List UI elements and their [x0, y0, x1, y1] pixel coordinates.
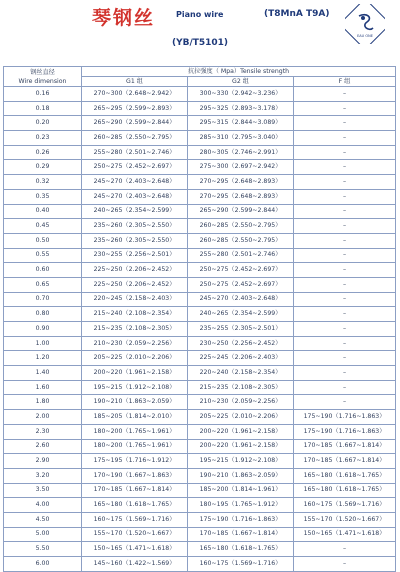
f-strength-cell: 170~185（1.667~1.814） — [294, 454, 396, 469]
g2-strength-cell: 275~300（2.697~2.942） — [188, 160, 294, 175]
table-row — [4, 439, 396, 454]
f-strength-cell: – — [294, 233, 396, 248]
wire-dimension-cell: 0.23 — [4, 131, 82, 146]
table-row — [4, 219, 396, 234]
f-strength-cell: – — [294, 175, 396, 190]
dimension-header-en: Wire dimension — [18, 77, 67, 85]
g1-strength-cell: 205~225（2.010~2.206） — [82, 351, 188, 366]
f-strength-cell: – — [294, 131, 396, 146]
wire-dimension-cell: 1.00 — [4, 336, 82, 351]
table-row — [4, 557, 396, 572]
wire-dimension-cell: 0.40 — [4, 204, 82, 219]
table-header — [4, 67, 396, 87]
wire-dimension-cell: 4.50 — [4, 512, 82, 527]
f-strength-cell: 165~180（1.618~1.765） — [294, 468, 396, 483]
wire-dimension-cell: 0.35 — [4, 189, 82, 204]
g2-strength-cell: 250~275（2.452~2.697） — [188, 277, 294, 292]
f-strength-cell: 175~190（1.716~1.863） — [294, 424, 396, 439]
g2-strength-cell: 295~315（2.844~3.089） — [188, 116, 294, 131]
table-row — [4, 263, 396, 278]
g2-strength-cell: 220~240（2.158~2.354） — [188, 366, 294, 381]
table-row — [4, 366, 396, 381]
g1-strength-cell: 245~270（2.403~2.648） — [82, 189, 188, 204]
g1-strength-cell: 175~195（1.716~1.912） — [82, 454, 188, 469]
wire-dimension-cell: 2.60 — [4, 439, 82, 454]
g2-strength-cell: 200~220（1.961~2.158） — [188, 439, 294, 454]
g2-strength-cell: 265~290（2.599~2.844） — [188, 204, 294, 219]
f-strength-cell: – — [294, 292, 396, 307]
f-strength-cell: – — [294, 263, 396, 278]
g1-strength-cell: 150~165（1.471~1.618） — [82, 542, 188, 557]
g1-strength-cell: 155~170（1.520~1.667） — [82, 527, 188, 542]
g1-strength-cell: 210~230（2.059~2.256） — [82, 336, 188, 351]
title-chinese: 琴钢丝 — [92, 7, 156, 29]
g2-strength-cell: 260~285（2.550~2.795） — [188, 233, 294, 248]
table-row — [4, 175, 396, 190]
table-row — [4, 116, 396, 131]
g1-strength-cell: 270~300（2.648~2.942） — [82, 87, 188, 102]
g2-strength-cell: 300~330（2.942~3.236） — [188, 87, 294, 102]
wire-dimension-cell: 0.29 — [4, 160, 82, 175]
g1-strength-cell: 190~210（1.863~2.059） — [82, 395, 188, 410]
table-row — [4, 131, 396, 146]
wire-dimension-cell: 1.20 — [4, 351, 82, 366]
wire-dimension-cell: 5.50 — [4, 542, 82, 557]
f-strength-cell: – — [294, 189, 396, 204]
g1-strength-cell: 235~260（2.305~2.550） — [82, 233, 188, 248]
title-english: Piano wire — [176, 10, 224, 19]
wire-dimension-cell: 0.55 — [4, 248, 82, 263]
table-row — [4, 410, 396, 425]
g2-strength-cell: 160~175（1.569~1.716） — [188, 557, 294, 572]
wire-dimension-cell: 0.50 — [4, 233, 82, 248]
g1-strength-cell: 185~205（1.814~2.010） — [82, 410, 188, 425]
wire-dimension-cell: 0.45 — [4, 219, 82, 234]
group-header-g2: G2 组 — [188, 77, 294, 87]
f-strength-cell: 175~190（1.716~1.863） — [294, 410, 396, 425]
g2-strength-cell: 180~195（1.765~1.912） — [188, 498, 294, 513]
wire-dimension-cell: 4.00 — [4, 498, 82, 513]
wire-dimension-cell: 0.65 — [4, 277, 82, 292]
wire-dimension-cell: 6.00 — [4, 557, 82, 572]
g1-strength-cell: 225~250（2.206~2.452） — [82, 263, 188, 278]
table-row — [4, 307, 396, 322]
table-row — [4, 101, 396, 116]
g2-strength-cell: 295~325（2.893~3.178） — [188, 101, 294, 116]
f-strength-cell: 160~175（1.569~1.716） — [294, 498, 396, 513]
g1-strength-cell: 225~250（2.206~2.452） — [82, 277, 188, 292]
g1-strength-cell: 265~295（2.599~2.893） — [82, 101, 188, 116]
standard-code: (YB/T5101) — [171, 38, 229, 48]
wire-dimension-cell: 0.80 — [4, 307, 82, 322]
dimension-header — [4, 67, 82, 87]
g1-strength-cell: 170~185（1.667~1.814） — [82, 483, 188, 498]
g1-strength-cell: 195~215（1.912~2.108） — [82, 380, 188, 395]
f-strength-cell: – — [294, 219, 396, 234]
g2-strength-cell: 215~235（2.108~2.305） — [188, 380, 294, 395]
f-strength-cell: – — [294, 557, 396, 572]
table-row — [4, 542, 396, 557]
f-strength-cell: – — [294, 366, 396, 381]
g1-strength-cell: 145~160（1.422~1.569） — [82, 557, 188, 572]
wire-dimension-cell: 1.40 — [4, 366, 82, 381]
f-strength-cell: – — [294, 204, 396, 219]
table-row — [4, 483, 396, 498]
g2-strength-cell: 250~275（2.452~2.697） — [188, 263, 294, 278]
g2-strength-cell: 185~200（1.814~1.961） — [188, 483, 294, 498]
tensile-strength-header: 抗拉强度（ Mpa）Tensile strength — [82, 67, 396, 77]
g1-strength-cell: 165~180（1.618~1.765） — [82, 498, 188, 513]
g2-strength-cell: 245~270（2.403~2.648） — [188, 292, 294, 307]
table-row — [4, 204, 396, 219]
wire-dimension-cell: 3.20 — [4, 468, 82, 483]
g2-strength-cell: 225~245（2.206~2.403） — [188, 351, 294, 366]
wire-dimension-cell: 1.80 — [4, 395, 82, 410]
wire-dimension-cell: 0.60 — [4, 263, 82, 278]
table-row — [4, 498, 396, 513]
f-strength-cell: 150~165（1.471~1.618） — [294, 527, 396, 542]
table-row — [4, 512, 396, 527]
g1-strength-cell: 255~280（2.501~2.746） — [82, 145, 188, 160]
wire-dimension-cell: 0.26 — [4, 145, 82, 160]
g2-strength-cell: 170~185（1.667~1.814） — [188, 527, 294, 542]
wire-dimension-cell: 0.16 — [4, 87, 82, 102]
table-row — [4, 351, 396, 366]
wire-dimension-cell: 2.90 — [4, 454, 82, 469]
table-row — [4, 380, 396, 395]
g1-strength-cell: 245~270（2.403~2.648） — [82, 175, 188, 190]
wire-dimension-cell: 1.60 — [4, 380, 82, 395]
g1-strength-cell: 180~200（1.765~1.961） — [82, 439, 188, 454]
table-body — [4, 87, 396, 572]
g1-strength-cell: 170~190（1.667~1.863） — [82, 468, 188, 483]
f-strength-cell: – — [294, 101, 396, 116]
f-strength-cell: – — [294, 116, 396, 131]
g1-strength-cell: 230~255（2.256~2.501） — [82, 248, 188, 263]
table-row — [4, 454, 396, 469]
wire-dimension-cell: 2.30 — [4, 424, 82, 439]
g1-strength-cell: 160~175（1.569~1.716） — [82, 512, 188, 527]
g1-strength-cell: 250~275（2.452~2.697） — [82, 160, 188, 175]
table-row — [4, 322, 396, 337]
f-strength-cell: – — [294, 542, 396, 557]
f-strength-cell: – — [294, 248, 396, 263]
f-strength-cell: – — [294, 351, 396, 366]
g1-strength-cell: 215~235（2.108~2.305） — [82, 322, 188, 337]
dimension-header-cn: 钢丝直径 — [30, 68, 55, 76]
wire-dimension-cell: 2.00 — [4, 410, 82, 425]
f-strength-cell: 155~170（1.520~1.667） — [294, 512, 396, 527]
wire-dimension-cell: 0.20 — [4, 116, 82, 131]
g2-strength-cell: 230~250（2.256~2.452） — [188, 336, 294, 351]
g2-strength-cell: 205~225（2.010~2.206） — [188, 410, 294, 425]
f-strength-cell: – — [294, 395, 396, 410]
g2-strength-cell: 270~295（2.648~2.893） — [188, 175, 294, 190]
g2-strength-cell: 260~285（2.550~2.795） — [188, 219, 294, 234]
wire-dimension-cell: 0.32 — [4, 175, 82, 190]
g2-strength-cell: 280~305（2.746~2.991） — [188, 145, 294, 160]
g2-strength-cell: 165~180（1.618~1.765） — [188, 542, 294, 557]
g1-strength-cell: 220~245（2.158~2.403） — [82, 292, 188, 307]
wire-dimension-cell: 0.90 — [4, 322, 82, 337]
table-row — [4, 248, 396, 263]
g1-strength-cell: 200~220（1.961~2.158） — [82, 366, 188, 381]
table-row — [4, 468, 396, 483]
f-strength-cell: 165~180（1.618~1.765） — [294, 483, 396, 498]
g1-strength-cell: 215~240（2.108~2.354） — [82, 307, 188, 322]
g1-strength-cell: 235~260（2.305~2.550） — [82, 219, 188, 234]
wire-dimension-cell: 5.00 — [4, 527, 82, 542]
g2-strength-cell: 175~190（1.716~1.863） — [188, 512, 294, 527]
g2-strength-cell: 255~280（2.501~2.746） — [188, 248, 294, 263]
g2-strength-cell: 285~310（2.795~3.040） — [188, 131, 294, 146]
f-strength-cell: – — [294, 160, 396, 175]
tensile-strength-table — [3, 66, 396, 572]
table-row — [4, 160, 396, 175]
f-strength-cell: – — [294, 145, 396, 160]
table-row — [4, 424, 396, 439]
title-row — [0, 0, 400, 32]
f-strength-cell: – — [294, 322, 396, 337]
f-strength-cell: 170~185（1.667~1.814） — [294, 439, 396, 454]
g2-strength-cell: 200~220（1.961~2.158） — [188, 424, 294, 439]
f-strength-cell: – — [294, 336, 396, 351]
g1-strength-cell: 265~290（2.599~2.844） — [82, 116, 188, 131]
g2-strength-cell: 210~230（2.059~2.256） — [188, 395, 294, 410]
group-header-g1: G1 组 — [82, 77, 188, 87]
wire-dimension-cell: 3.50 — [4, 483, 82, 498]
wire-dimension-cell: 0.70 — [4, 292, 82, 307]
table-row — [4, 292, 396, 307]
g1-strength-cell: 240~265（2.354~2.599） — [82, 204, 188, 219]
f-strength-cell: – — [294, 87, 396, 102]
g2-strength-cell: 190~210（1.863~2.059） — [188, 468, 294, 483]
table-row — [4, 87, 396, 102]
table-row — [4, 233, 396, 248]
g1-strength-cell: 180~200（1.765~1.961） — [82, 424, 188, 439]
steel-grade: (T8MnA T9A) — [264, 9, 330, 19]
table-row — [4, 336, 396, 351]
table-row — [4, 395, 396, 410]
g2-strength-cell: 195~215（1.912~2.108） — [188, 454, 294, 469]
logo-text: EAU ONE — [357, 34, 373, 38]
g2-strength-cell: 235~255（2.305~2.501） — [188, 322, 294, 337]
table-row — [4, 145, 396, 160]
table-row — [4, 277, 396, 292]
f-strength-cell: – — [294, 380, 396, 395]
group-header-f: F 组 — [294, 77, 396, 87]
f-strength-cell: – — [294, 307, 396, 322]
g2-strength-cell: 240~265（2.354~2.599） — [188, 307, 294, 322]
f-strength-cell: – — [294, 277, 396, 292]
wire-dimension-cell: 0.18 — [4, 101, 82, 116]
table-row — [4, 527, 396, 542]
g1-strength-cell: 260~285（2.550~2.795） — [82, 131, 188, 146]
table-row — [4, 189, 396, 204]
g2-strength-cell: 270~295（2.648~2.893） — [188, 189, 294, 204]
